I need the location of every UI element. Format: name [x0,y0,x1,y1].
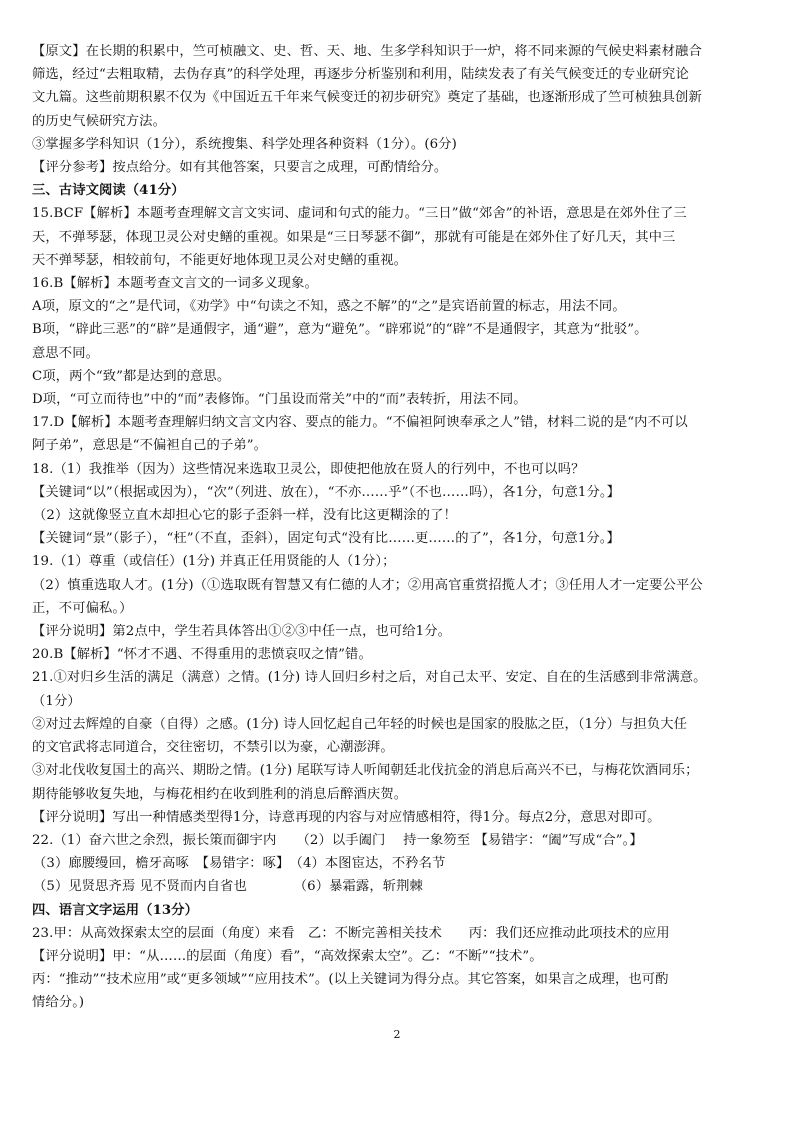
text-line: （5）见贤思齐焉 见不贤而内自省也 （6）暴霜露，斩荆棘 [33,879,423,895]
text-line: （3）廊腰缦回，檐牙高啄 【易错字：啄】 （4）本图宦达，不矜名节 [33,856,446,872]
text-line: 情给分。) [32,995,85,1011]
text-line: 文九篇。这些前期积累不仅为《中国近五千年来气候变迁的初步研究》奠定了基础，也逐渐形成了竺可桢独具创新 [32,90,702,106]
text-line: 【原文】在长期的积累中，竺可桢融文、史、哲、天、地、生多学科知识于一炉，将不同来源的气候史料素材融合 [32,44,702,59]
text-line: 23.甲：从高效探索太空的层面（角度）来看 乙：不断完善相关技术 丙：我们还应推动此项技术的应用 [32,925,670,941]
text-line: 期待能够收复失地，与梅花相约在收到胜利的消息后醉酒庆贺。 [32,786,408,802]
section-heading: 四、语言文字运用（13分） [32,902,199,918]
text-line: ③对北伐收复国土的高兴、期盼之情。(1分) 尾联写诗人听闻朝廷北伐抗金的消息后高兴不已，与梅花饮酒同乐； [32,763,699,779]
text-line: 天，不弹琴瑟，体现卫灵公对史鳝的重视。如果是“三日琴瑟不御”，那就有可能是在郊外住了好几天，其中三 [32,229,676,245]
text-line: （2）慎重选取人才。(1分)（①选取既有智慧又有仁德的人才；②用高官重赏招揽人才；③任用人才一定要公平公 [32,577,703,593]
text-line: 正，不可偏私。） [32,600,133,616]
text-line: （1分） [32,693,81,709]
text-line: 20.B【解析】“怀才不遇、不得重用的悲愤哀叹之情”错。 [32,647,372,663]
text-line: 筛选，经过“去粗取精，去伪存真”的科学处理，再逐步分析鉴别和利用，陆续发表了有关气候变迁的专业研究论 [32,67,689,83]
text-line: D项，“可立而待也”中的“而”表修饰。“门虽设而常关”中的“而”表转折，用法不同。 [32,392,527,408]
answer-content [32,40,762,1015]
text-line: ③掌握多学科知识（1分），系统搜集、科学处理各种资料（1分）。(6分) [32,136,457,152]
section-heading: 三、古诗文阅读（41分） [32,183,185,199]
text-line: 意思不同。 [32,345,99,361]
text-line: 【关键词“以”（根据或因为），“次”（列进、放在），“不亦……乎”（不也……吗），各1分，句意1分。】 [32,484,621,500]
text-line: ②对过去辉煌的自豪（自得）之感。(1分) 诗人回忆起自己年轻的时候也是国家的股肱之臣，（1分）与担负大任 [32,716,688,732]
text-line: 16.B【解析】本题考查文言文的一词多义现象。 [32,276,318,292]
text-line: 【评分说明】写出一种情感类型得1分，诗意再现的内容与对应情感相符，得1分。每点2分，意思对即可。 [32,809,661,825]
text-line: 15.BCF【解析】本题考查理解文言文实词、虚词和句式的能力。“三日”做“郊舍”的补语，意思是在郊外住了三 [32,206,687,222]
text-line: 的历史气候研究方法。 [32,113,166,129]
page-number: 2 [393,1028,401,1041]
text-line: （2）这就像竖立直木却担心它的影子歪斜一样，没有比这更糊涂的了！ [33,508,457,524]
text-line: 18.（1）我推举（因为）这些情况来选取卫灵公，即使把他放在贤人的行列中，不也可以吗？ [32,461,585,477]
text-line: 【评分说明】第2点中，学生若具体答出①②③中任一点，也可给1分。 [32,624,452,640]
text-line: 丙：“推动”“技术应用”或“更多领域”“应用技术”。(以上关键词为得分点。其它答案，如果言之成理，也可酌 [32,972,669,988]
text-line: B项，“辟此三恶”的“辟”是通假字，通“避”，意为“避免”。“辟邪说”的“辟”不是通假字，其意为“批驳”。 [32,322,648,338]
text-line: A项，原文的“之”是代词，《劝学》中“句读之不知，惑之不解”的“之”是宾语前置的标志，用法不同。 [32,299,626,315]
text-line: 【评分参考】按点给分。如有其他答案，只要言之成理，可酌情给分。 [32,160,448,176]
text-line: C项，两个“致”都是达到的意思。 [32,368,231,384]
text-line: 21.①对归乡生活的满足（满意）之情。(1分) 诗人回归乡村之后，对自己太平、安定、自在的生活感到非常满意。 [32,670,707,686]
text-line: 【评分说明】甲：“从……的层面（角度）看”，“高效探索太空”。乙：“不断”“技术”。 [32,948,543,964]
text-line: 17.D【解析】本题考查理解归纳文言文内容、要点的能力。“不偏袒阿谀奉承之人”错，材料二说的是“内不可以 [32,415,688,431]
text-line: 天不弹琴瑟，相较前句，不能更好地体现卫灵公对史鳝的重视。 [32,252,408,268]
text-line: 的文官武将志同道合，交往密切，不禁引以为豪，心潮澎湃。 [32,740,394,756]
text-line: 22.（1）奋六世之余烈，振长策而御宇内 （2）以手阖门 持一象笏至 【易错字：“阖”写成“合”。】 [32,832,643,848]
text-line: 【关键词“景”（影子），“枉”（不直，歪斜），固定句式“没有比……更……的了”，各1分，句意1分。】 [32,531,620,547]
text-line: 19.（1）尊重（或信任）(1分) 并真正任用贤能的人（1分）； [32,554,396,570]
text-line: 阿子弟”，意思是“不偏袒自己的子弟”。 [32,438,268,454]
